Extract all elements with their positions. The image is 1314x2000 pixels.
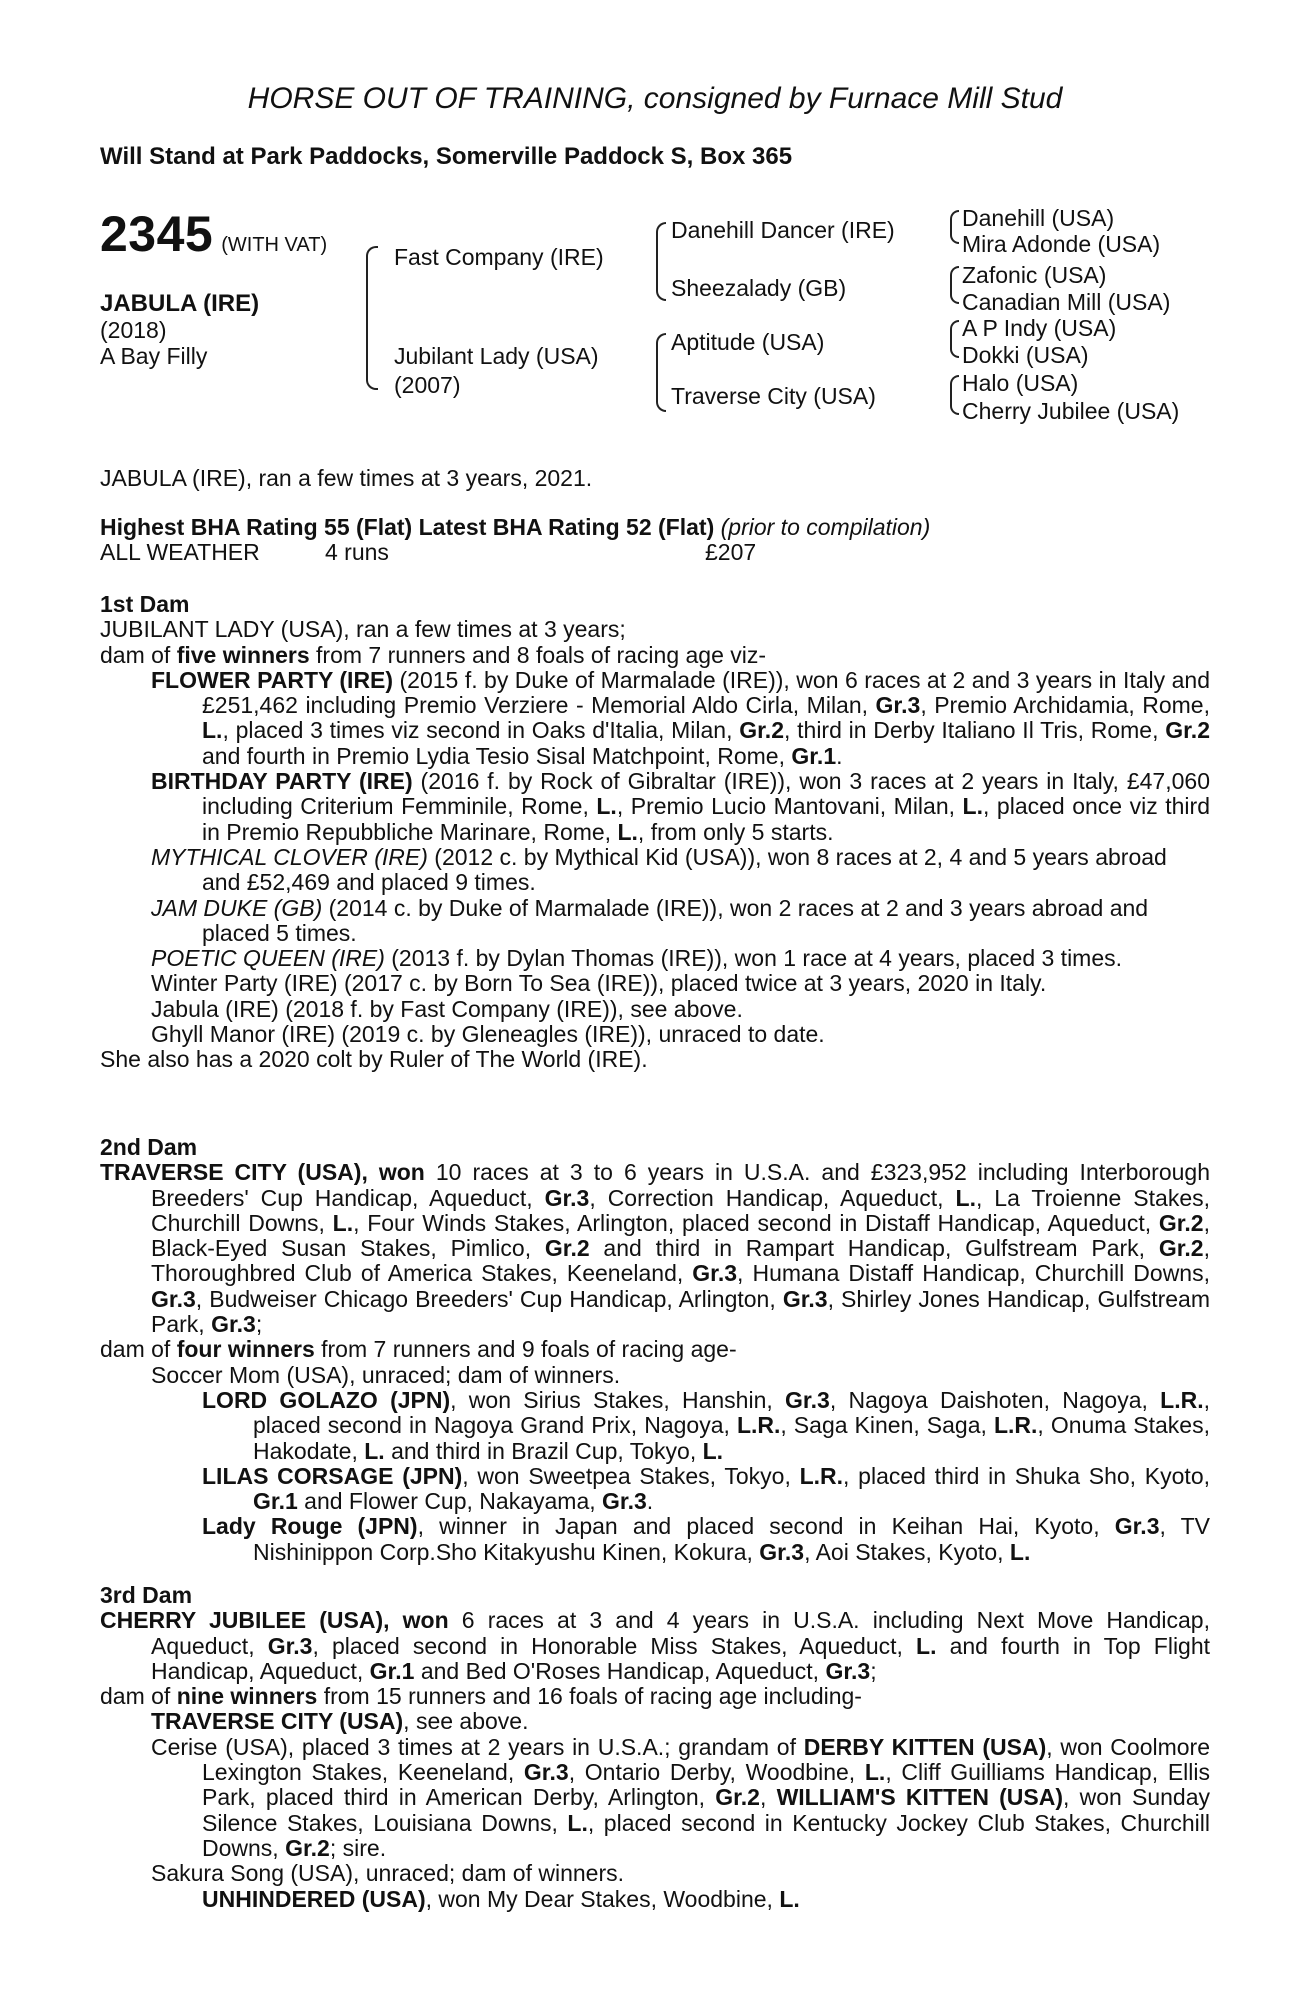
surface-label: ALL WEATHER: [100, 539, 260, 565]
pedigree-sire-sire: Danehill Dancer (IRE): [671, 217, 895, 243]
pedigree-brace-sire: [656, 222, 666, 301]
text-span: , Humana Distaff Handicap, Churchill Downs,: [737, 1260, 1210, 1287]
horse-name: JABULA (IRE): [100, 290, 260, 317]
produce-lady-rouge: [100, 1514, 1210, 1565]
text-span: , placed third in Shuka Sho, Kyoto,: [843, 1462, 1211, 1489]
pedigree-dam-year: (2007): [394, 372, 461, 398]
text-span: , Saga Kinen, Saga,: [780, 1412, 994, 1439]
produce-unhindered: [100, 1887, 1210, 1912]
produce-mythical-clover: [100, 845, 1210, 896]
first-dam-section: [100, 592, 1210, 1073]
text-span: , placed second in Nagoya Grand Prix, Nagoya,: [253, 1386, 1211, 1439]
text-span: L.R.: [993, 1412, 1038, 1439]
produce-cerise: [100, 1735, 1210, 1861]
text-span: , Budweiser Chicago Breeders' Cup Handicap, Arlington,: [195, 1285, 783, 1312]
text-span: , won My Dear Stakes, Woodbine,: [425, 1885, 780, 1912]
text-span: , see above.: [403, 1708, 529, 1735]
text-span: Gr.2: [1165, 717, 1210, 744]
second-dam-record: [100, 1160, 1210, 1337]
text-span: Gr.1: [253, 1488, 298, 1515]
text-span: Gr.3: [267, 1632, 313, 1659]
text-span: L.: [596, 793, 617, 820]
surface-runs: 4 runs: [325, 539, 389, 565]
third-dam-produce-line: [100, 1684, 1210, 1709]
text-span: LILAS CORSAGE (JPN): [202, 1462, 463, 1489]
text-span: five winners: [176, 641, 310, 668]
text-span: , won: [383, 1607, 449, 1634]
text-span: L.: [567, 1809, 588, 1836]
text-span: Gr.3: [785, 1386, 830, 1413]
text-span: L.: [202, 717, 223, 744]
produce-jabula: Jabula (IRE) (2018 f. by Fast Company (IRE)), see above.: [151, 995, 743, 1022]
text-span: , Aoi Stakes, Kyoto,: [804, 1538, 1010, 1565]
pedigree-brace-main: [366, 246, 378, 390]
text-span: 6 races at 3 and 4 years in U.S.A. including Next Move Handicap, Aqueduct,: [151, 1607, 1210, 1659]
text-span: LORD GOLAZO (JPN): [202, 1386, 451, 1413]
text-span: , Thoroughbred Club of America Stakes, Keeneland,: [151, 1235, 1210, 1287]
text-span: Gr.3: [759, 1538, 805, 1565]
text-span: Cerise (USA), placed 3 times at 2 years in U.S.A.; grandam of: [151, 1733, 804, 1760]
third-dam-record: [100, 1608, 1210, 1684]
text-span: and third in Brazil Cup, Tokyo,: [384, 1437, 703, 1464]
text-span: , Shirley Jones Handicap, Gulfstream Park,: [151, 1285, 1210, 1338]
text-span: Gr.3: [1114, 1513, 1160, 1540]
text-span: , TV Nishinippon Corp.Sho Kitakyushu Kinen, Kokura,: [253, 1513, 1211, 1565]
text-span: , winner in Japan and placed second in Keihan Hai, Kyoto,: [417, 1513, 1115, 1540]
text-span: and third in Rampart Handicap, Gulfstream Park,: [589, 1235, 1159, 1262]
text-span: L.: [364, 1437, 385, 1464]
pedigree-granddam-2: Canadian Mill (USA): [962, 289, 1171, 315]
text-span: , won Sirius Stakes, Hanshin,: [450, 1386, 786, 1413]
text-span: dam of: [100, 1336, 177, 1363]
text-span: Gr.3: [782, 1285, 828, 1312]
produce-jam-duke: [100, 896, 1210, 947]
vat-note: (WITH VAT): [221, 234, 328, 256]
text-span: POETIC QUEEN (IRE): [151, 945, 385, 972]
horse-description: A Bay Filly: [100, 343, 208, 369]
text-span: 10 races at 3 to 6 years in U.S.A. and £323,952 including Interborough Breeders' Cup Handicap, Aqueduct,: [151, 1159, 1210, 1211]
rating-note: (prior to compilation): [720, 514, 931, 540]
text-span: , Four Winds Stakes, Arlington, placed second in Distaff Handicap, Aqueduct,: [353, 1209, 1159, 1236]
text-span: L.R.: [799, 1462, 844, 1489]
text-span: L.: [702, 1437, 724, 1464]
text-span: ; sire.: [329, 1834, 387, 1861]
text-span: , placed second in Honorable Miss Stakes, Aqueduct,: [312, 1632, 917, 1659]
text-span: (2016 f. by Rock of Gibraltar (IRE)), won 3 races at 2 years in Italy, £47,060 including Criterium Femminile, Rome,: [202, 768, 1210, 820]
text-span: , from only 5 starts.: [637, 818, 834, 845]
text-span: L.: [955, 1184, 976, 1211]
text-span: , Correction Handicap, Aqueduct,: [589, 1184, 956, 1211]
text-span: , Nagoya Daishoten, Nagoya,: [829, 1386, 1161, 1413]
produce-birthday-party: [100, 769, 1210, 845]
text-span: , won Sunday Silence Stakes, Louisiana Downs,: [202, 1784, 1210, 1836]
text-span: Gr.2: [1158, 1235, 1204, 1262]
text-span: Gr.3: [602, 1488, 647, 1515]
text-span: Gr.2: [1158, 1209, 1204, 1236]
location-line: Will Stand at Park Paddocks, Somerville Paddock S, Box 365: [100, 143, 793, 170]
text-span: Lady Rouge (JPN): [202, 1513, 418, 1540]
third-dam-section: [100, 1583, 1210, 1912]
text-span: Gr.3: [825, 1657, 871, 1684]
first-dam-summary: JUBILANT LADY (USA), ran a few times at 3 years;: [100, 616, 626, 643]
text-span: , Premio Lucio Mantovani, Milan,: [616, 793, 963, 820]
text-span: nine winners: [176, 1683, 318, 1710]
first-dam-heading: 1st Dam: [100, 591, 190, 617]
pedigree-grandsire-4: Halo (USA): [962, 370, 1079, 396]
lot-number: [100, 205, 327, 263]
text-span: Gr.3: [544, 1184, 590, 1211]
pedigree-brace-dam: [656, 333, 666, 412]
text-span: four winners: [176, 1336, 315, 1363]
pedigree-dam-dam: Traverse City (USA): [671, 383, 876, 409]
rating-bold: Highest BHA Rating 55 (Flat) Latest BHA Rating 52 (Flat): [100, 514, 715, 540]
text-span: JAM DUKE (GB): [151, 894, 323, 921]
first-dam-produce-line: [100, 643, 1210, 668]
text-span: (2012 c. by Mythical Kid (USA)), won 8 races at 2, 4 and 5 years abroad and £52,469 and placed 9 times.: [202, 843, 1167, 896]
text-span: Gr.3: [875, 692, 921, 719]
lot-number-value: 2345: [100, 206, 214, 262]
second-dam-produce-line: [100, 1337, 1210, 1362]
pedigree-granddam-4: Cherry Jubilee (USA): [962, 398, 1180, 424]
text-span: ;: [255, 1311, 263, 1338]
pedigree-grandsire-1: Danehill (USA): [962, 205, 1115, 231]
produce-2020-colt: She also has a 2020 colt by Ruler of The World (IRE).: [100, 1046, 648, 1073]
produce-flower-party: [100, 668, 1210, 769]
text-span: ,: [759, 1784, 777, 1811]
surface-line: [100, 540, 1210, 565]
text-span: DERBY KITTEN (USA): [803, 1733, 1047, 1760]
text-span: Gr.2: [285, 1834, 330, 1861]
second-dam-section: [100, 1135, 1210, 1565]
text-span: Gr.1: [369, 1657, 415, 1684]
produce-winter-party: Winter Party (IRE) (2017 c. by Born To Sea (IRE)), placed twice at 3 years, 2020 in Italy.: [151, 970, 1047, 997]
text-span: Gr.3: [523, 1759, 569, 1786]
text-span: Gr.3: [151, 1285, 196, 1312]
text-span: dam of: [100, 641, 177, 668]
text-span: ;: [870, 1657, 877, 1684]
produce-poetic-queen: [100, 946, 1210, 971]
text-span: (2014 c. by Duke of Marmalade (IRE)), won 2 races at 2 and 3 years abroad and placed 5 times.: [202, 894, 1149, 946]
text-span: , La Troienne Stakes, Churchill Downs,: [151, 1184, 1210, 1236]
text-span: L.: [1009, 1538, 1031, 1565]
pedigree-grandsire-2: Zafonic (USA): [962, 262, 1107, 288]
text-span: , Ontario Derby, Woodbine,: [568, 1759, 865, 1786]
text-span: , won: [361, 1159, 425, 1186]
produce-lord-golazo: [100, 1388, 1210, 1464]
text-span: , Black-Eyed Susan Stakes, Pimlico,: [151, 1209, 1210, 1262]
text-span: TRAVERSE CITY (USA): [100, 1159, 362, 1186]
text-span: CHERRY JUBILEE (USA): [100, 1607, 384, 1634]
page-title: HORSE OUT OF TRAINING, consigned by Furnace Mill Stud: [247, 82, 1063, 115]
pedigree-granddam-3: Dokki (USA): [962, 342, 1089, 368]
text-span: Gr.2: [715, 1784, 760, 1811]
text-span: , placed 3 times viz second in Oaks d'Italia, Milan,: [222, 717, 740, 744]
pedigree-brace-g1: [950, 210, 959, 244]
produce-traverse-city: [100, 1709, 1210, 1734]
text-span: WILLIAM'S KITTEN (USA): [776, 1784, 1064, 1811]
text-span: from 7 runners and 8 foals of racing age viz-: [309, 641, 767, 668]
text-span: Gr.3: [692, 1260, 738, 1287]
text-span: and fourth in Premio Lydia Tesio Sisal Matchpoint, Rome,: [202, 742, 792, 769]
surface-earnings: £207: [705, 539, 757, 565]
text-span: from 15 runners and 16 foals of racing age including-: [317, 1683, 862, 1710]
pedigree-granddam-1: Mira Adonde (USA): [962, 231, 1161, 257]
text-span: Gr.2: [739, 717, 784, 744]
produce-sakura-song: Sakura Song (USA), unraced; dam of winners.: [151, 1860, 625, 1887]
pedigree-dam: Jubilant Lady (USA): [394, 343, 599, 369]
text-span: , placed second in Kentucky Jockey Club Stakes, Churchill Downs,: [202, 1809, 1210, 1861]
pedigree-sire: Fast Company (IRE): [394, 244, 604, 270]
pedigree-sire-dam: Sheezalady (GB): [671, 275, 847, 301]
text-span: MYTHICAL CLOVER (IRE): [151, 843, 428, 870]
text-span: and Bed O'Roses Handicap, Aqueduct,: [414, 1657, 826, 1684]
text-span: , won Sweetpea Stakes, Tokyo,: [462, 1462, 800, 1489]
pedigree-brace-g2: [950, 266, 959, 304]
pedigree-brace-g3: [950, 320, 959, 358]
text-span: , Cliff Guilliams Handicap, Ellis Park, placed third in American Derby, Arlington,: [202, 1759, 1210, 1811]
text-span: TRAVERSE CITY (USA): [151, 1708, 404, 1735]
text-span: Gr.2: [544, 1235, 590, 1262]
text-span: , third in Derby Italiano Il Tris, Rome,: [784, 717, 1166, 744]
text-span: , won Coolmore Lexington Stakes, Keeneland,: [202, 1733, 1210, 1786]
text-span: (2015 f. by Duke of Marmalade (IRE)), won 6 races at 2 and 3 years in Italy and £251,462 including Premio Verziere - Memorial Aldo Cirla, Milan,: [202, 666, 1210, 719]
text-span: L.: [864, 1759, 886, 1786]
text-span: UNHINDERED (USA): [202, 1885, 426, 1912]
race-summary: JABULA (IRE), ran a few times at 3 years, 2021.: [100, 465, 593, 491]
text-span: , Premio Archidamia, Rome,: [920, 692, 1210, 719]
produce-lilas-corsage: [100, 1464, 1210, 1515]
pedigree-dam-sire: Aptitude (USA): [671, 329, 825, 355]
text-span: BIRTHDAY PARTY (IRE): [151, 768, 413, 795]
pedigree-brace-g4: [950, 375, 959, 415]
text-span: L.R.: [736, 1412, 781, 1439]
text-span: L.: [962, 793, 983, 820]
text-span: , Onuma Stakes, Hakodate,: [253, 1412, 1210, 1464]
text-span: , placed once viz third in Premio Repubbliche Marinare, Rome,: [202, 793, 1210, 845]
text-span: L.: [332, 1209, 354, 1236]
third-dam-heading: 3rd Dam: [100, 1582, 193, 1608]
text-span: L.R.: [1160, 1386, 1204, 1413]
text-span: .: [836, 742, 843, 769]
text-span: dam of: [100, 1683, 177, 1710]
second-dam-heading: 2nd Dam: [100, 1134, 198, 1160]
text-span: Gr.1: [791, 742, 837, 769]
text-span: (2013 f. by Dylan Thomas (IRE)), won 1 race at 4 years, placed 3 times.: [384, 945, 1123, 972]
text-span: and fourth in Top Flight Handicap, Aqueduct,: [151, 1632, 1211, 1684]
text-span: from 7 runners and 9 foals of racing age-: [314, 1336, 737, 1363]
text-span: L.: [617, 818, 638, 845]
text-span: .: [646, 1488, 654, 1515]
produce-soccer-mom: Soccer Mom (USA), unraced; dam of winners.: [151, 1361, 621, 1388]
horse-year: (2018): [100, 317, 167, 343]
text-span: FLOWER PARTY (IRE): [151, 666, 394, 693]
text-span: Gr.3: [211, 1311, 256, 1338]
pedigree-grandsire-3: A P Indy (USA): [962, 315, 1117, 341]
text-span: L.: [779, 1885, 800, 1912]
text-span: and Flower Cup, Nakayama,: [297, 1488, 603, 1515]
rating-line: [100, 515, 1210, 540]
produce-ghyll-manor: Ghyll Manor (IRE) (2019 c. by Gleneagles (IRE)), unraced to date.: [151, 1021, 825, 1048]
text-span: L.: [916, 1632, 937, 1659]
